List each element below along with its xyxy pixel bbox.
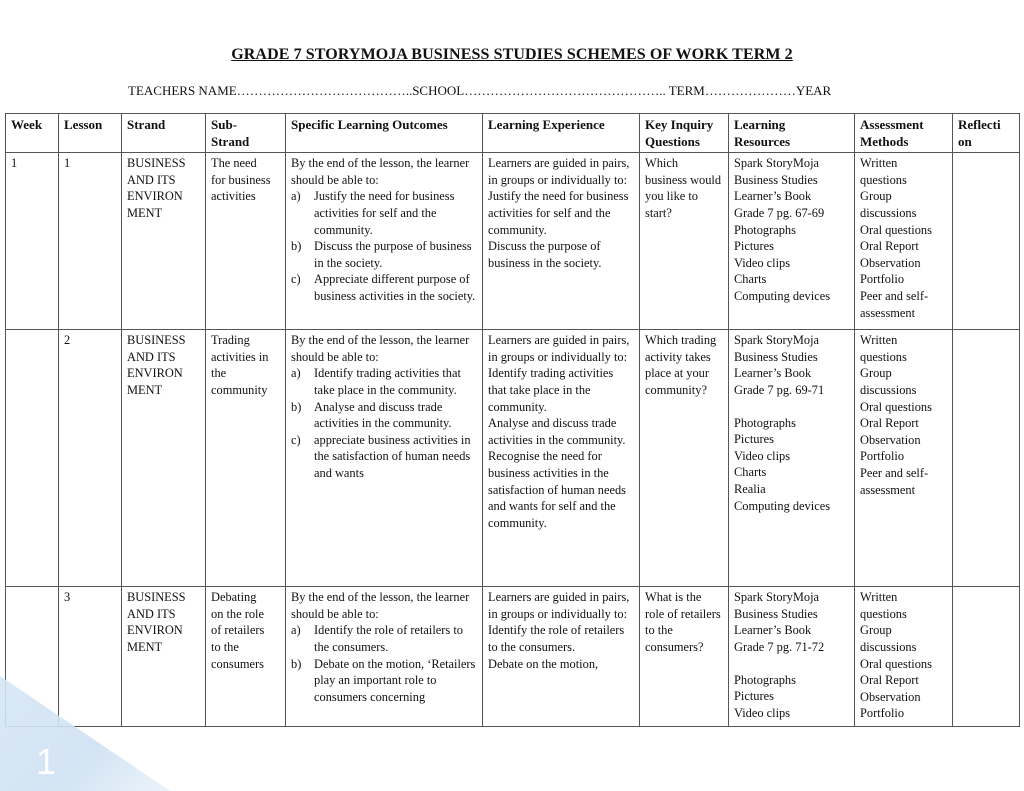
resource-line: Learner’s Book [734,623,812,638]
assessment-line: discussions [860,639,917,654]
strand-cell [122,330,206,587]
resource-line: Spark StoryMoja [734,156,820,171]
lesson-cell [59,330,122,587]
table-row [6,587,1020,727]
outcomes-intro: By the end of the lesson, the learner should be able to: [291,590,470,621]
header-assessment: Assessment Methods [855,114,953,153]
inquiry-cell [640,587,729,727]
sub-strand-line: community [211,382,268,397]
outcome-item [291,656,477,706]
resource-line: Grade 7 pg. 71-72 [734,639,825,654]
assessment-line: discussions [860,382,917,397]
resource-line: Business Studies [734,606,818,621]
resource-line: Business Studies [734,172,818,187]
assessment-line: Group [860,366,892,381]
experience-cell [483,153,640,330]
outcomes-list [291,622,477,705]
resource-line: Computing devices [734,498,831,513]
resource-line: Charts [734,465,767,480]
outcome-marker: a) [291,189,301,204]
lesson-value: 3 [64,590,71,605]
strand-line: BUSINESS [127,590,186,605]
assessment-line: Oral Report [860,673,919,688]
resources-cell [729,587,855,727]
strand-line: AND ITS [127,349,176,364]
outcomes-list [291,188,477,304]
experience-cell [483,330,640,587]
reflection-cell [953,587,1020,727]
resource-line [734,656,849,672]
experience-line: Learners are guided in pairs, in groups or individually to: [488,333,630,364]
experience-line: Analyse and discuss trade activities in the community. [488,416,626,447]
resource-line: Business Studies [734,349,818,364]
teacher-school-term-year-line: TEACHERS NAME…………………………………..SCHOOL……………………………………….. TERM…………………YEAR [128,83,832,98]
outcomes-list [291,365,477,481]
sub-strand-line: activities in [211,349,269,364]
reflection-cell [953,330,1020,587]
experience-line: Discuss the purpose of business in the society. [488,239,602,270]
outcome-text: Appreciate different purpose of business activities in the society. [314,272,476,303]
assessment-line: Oral Report [860,239,919,254]
outcome-marker: a) [291,366,301,381]
sub-strand-cell [206,587,286,727]
assessment-line: Oral questions [860,656,932,671]
assessment-line: assessment [860,305,916,320]
week-cell [6,153,59,330]
lesson-value: 2 [64,333,71,348]
experience-line: Identify trading activities that take place in the community. [488,366,614,414]
resource-line: Video clips [734,448,791,463]
sub-strand-line: on the role [211,606,264,621]
sub-strand-line: the [211,366,227,381]
outcome-text: Justify the need for business activities for self and the community. [314,189,455,237]
week-cell [6,330,59,587]
header-lesson: Lesson [59,114,122,153]
outcome-item [291,188,477,238]
resource-line: Spark StoryMoja [734,590,820,605]
sub-strand-cell [206,330,286,587]
resource-line: Photographs [734,672,796,687]
resource-line [734,399,849,415]
assessment-line: Portfolio [860,706,905,721]
experience-line: Justify the need for business activities for self and the community. [488,189,629,237]
resources-cell [729,153,855,330]
inquiry-cell [640,330,729,587]
resource-line: Computing devices [734,288,831,303]
outcome-text: appreciate business activities in the satisfaction of human needs and wants [314,432,471,480]
strand-line: BUSINESS [127,333,186,348]
sub-strand-line: Debating [211,590,257,605]
sub-strand-line: activities [211,189,256,204]
resource-line: Learner’s Book [734,189,812,204]
outcome-marker: b) [291,399,302,414]
document-title: GRADE 7 STORYMOJA BUSINESS STUDIES SCHEMES OF WORK TERM 2 [231,46,793,63]
assessment-line: Group [860,623,892,638]
experience-line: Recognise the need for business activities in the satisfaction of human needs and wants for self and the community. [488,449,626,530]
table-row [6,153,1020,330]
strand-line: BUSINESS [127,156,186,171]
sub-strand-line: for business [211,172,271,187]
experience-line: Learners are guided in pairs, in groups or individually to: [488,590,630,621]
assessment-line: Portfolio [860,272,905,287]
assessment-line: Written [860,333,898,348]
assessment-line: Written [860,156,898,171]
header-strand: Strand [122,114,206,153]
outcome-item [291,622,477,655]
resources-cell [729,330,855,587]
resource-line: Spark StoryMoja [734,333,820,348]
week-value: 1 [11,156,18,171]
outcome-marker: b) [291,656,302,671]
lesson-value: 1 [64,156,71,171]
strand-line: MENT [127,639,163,654]
assessment-line: Oral questions [860,399,932,414]
resource-line: Grade 7 pg. 69-71 [734,382,825,397]
outcome-marker: a) [291,623,301,638]
outcomes-intro: By the end of the lesson, the learner should be able to: [291,333,470,364]
resource-line: Video clips [734,705,791,720]
sub-strand-line: of retailers [211,623,265,638]
strand-cell [122,587,206,727]
sub-strand-line: Trading [211,333,250,348]
assessment-line: Group [860,189,892,204]
resource-line: Realia [734,481,766,496]
strand-line: ENVIRON [127,189,183,204]
strand-line: ENVIRON [127,366,183,381]
header-outcomes: Specific Learning Outcomes [286,114,483,153]
resource-line: Pictures [734,689,774,704]
sub-strand-line: The need [211,156,257,171]
strand-line: MENT [127,382,163,397]
outcomes-cell [286,330,483,587]
experience-line: Identify the role of retailers to the consumers. [488,623,625,654]
resource-line: Photographs [734,415,796,430]
assessment-cell [855,153,953,330]
strand-line: AND ITS [127,172,176,187]
outcome-item [291,432,477,482]
outcome-text: Identify the role of retailers to the consumers. [314,623,463,654]
header-experience: Learning Experience [483,114,640,153]
scheme-of-work-table [5,113,1020,727]
outcome-item [291,238,477,271]
strand-cell [122,153,206,330]
strand-line: MENT [127,205,163,220]
resource-line: Pictures [734,432,774,447]
assessment-line: questions [860,349,907,364]
outcomes-cell [286,153,483,330]
inquiry-cell [640,153,729,330]
resource-line: Pictures [734,239,774,254]
lesson-cell [59,587,122,727]
assessment-line: Observation [860,255,921,270]
assessment-line: assessment [860,482,916,497]
resource-line: Charts [734,272,767,287]
resource-line: Video clips [734,255,791,270]
outcome-item [291,271,477,304]
outcome-text: Debate on the motion, ‘Retailers play an important role to consumers concerning [314,656,476,704]
assessment-line: Written [860,590,898,605]
inquiry-question: What is the role of retailers to the consumers? [645,590,721,654]
header-inquiry: Key Inquiry Questions [640,114,729,153]
assessment-cell [855,330,953,587]
outcomes-cell [286,587,483,727]
assessment-line: Peer and self- [860,465,929,480]
table-row [6,330,1020,587]
header-resources: Learning Resources [729,114,855,153]
inquiry-question: Which trading activity takes place at your community? [645,333,717,397]
outcome-text: Analyse and discuss trade activities in the community. [314,399,452,431]
header-reflection: Reflecti on [953,114,1020,153]
experience-cell [483,587,640,727]
header-sub-strand: Sub- Strand [206,114,286,153]
reflection-cell [953,153,1020,330]
outcomes-intro: By the end of the lesson, the learner should be able to: [291,156,470,187]
resource-line: Grade 7 pg. 67-69 [734,205,825,220]
assessment-line: questions [860,172,907,187]
strand-line: ENVIRON [127,623,183,638]
experience-line: Learners are guided in pairs, in groups or individually to: [488,156,630,187]
outcome-marker: c) [291,432,301,447]
outcome-item [291,365,477,398]
outcome-marker: b) [291,239,302,254]
outcome-text: Discuss the purpose of business in the society. [314,239,472,270]
assessment-line: Observation [860,689,921,704]
assessment-cell [855,587,953,727]
sub-strand-line: consumers [211,656,264,671]
inquiry-question: Which business would you like to start? [645,156,722,220]
table-header-row [6,114,1020,153]
header-week: Week [6,114,59,153]
assessment-line: Oral Report [860,416,919,431]
strand-line: AND ITS [127,606,176,621]
sub-strand-cell [206,153,286,330]
outcome-text: Identify trading activities that take place in the community. [314,366,461,397]
outcome-item [291,399,477,432]
assessment-line: discussions [860,205,917,220]
resource-line: Learner’s Book [734,366,812,381]
resource-line: Photographs [734,222,796,237]
experience-line: Debate on the motion, [488,656,599,671]
assessment-line: Oral questions [860,222,932,237]
sub-strand-line: to the [211,639,239,654]
page-number: 1 [36,741,57,782]
lesson-cell [59,153,122,330]
assessment-line: Observation [860,432,921,447]
assessment-line: Peer and self- [860,288,929,303]
outcome-marker: c) [291,272,301,287]
assessment-line: Portfolio [860,449,905,464]
assessment-line: questions [860,606,907,621]
